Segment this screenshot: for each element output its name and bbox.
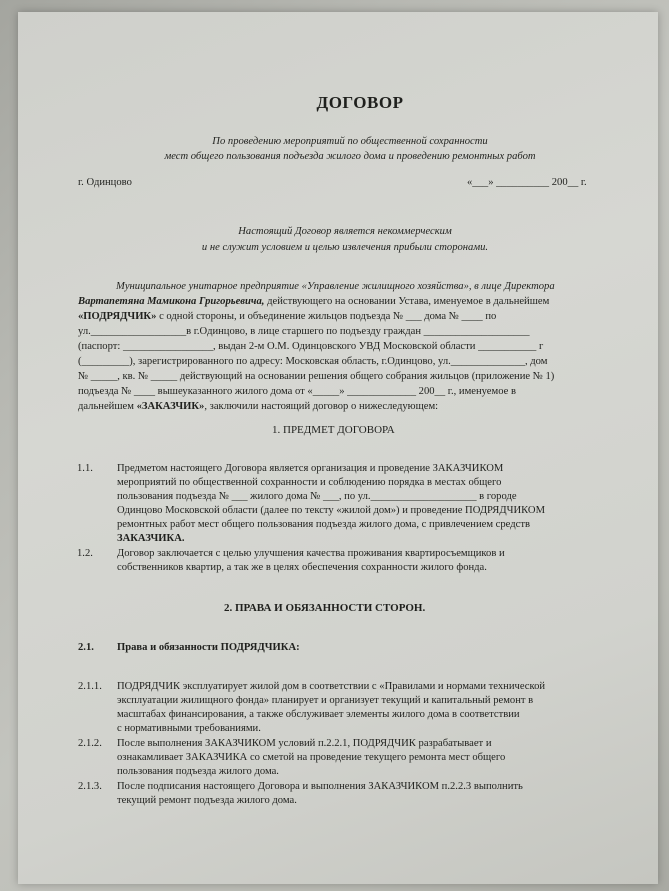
item-1-2-line-1: Договор заключается с целью улучшения качества проживания квартиросъемщиков и: [117, 548, 505, 559]
place: г. Одинцово: [78, 177, 132, 188]
subsection-2-1-number: 2.1.: [78, 642, 94, 653]
customer-label: «ЗАКАЗЧИК»: [136, 401, 205, 412]
item-2-1-1-line-3: масштабах финансирования, а также обслуживает элементы жилого дома в соответствии: [117, 709, 520, 720]
preamble-line-5: (паспорт: _________________, выдан 2-м О.М. Одинцовского УВД Московской области ___________ г: [78, 341, 544, 352]
item-2-1-1-line-1: ПОДРЯДЧИК эксплуатирует жилой дом в соответствии с «Правилами и нормами технической: [117, 681, 546, 692]
item-1-1-line-2: мероприятий по общественной сохранности и соблюдению порядка в местах общего: [117, 477, 502, 488]
contractor-label: «ПОДРЯДЧИК»: [78, 311, 157, 322]
item-2-1-2-number: 2.1.2.: [78, 738, 102, 749]
preamble-line-9: дальнейшем «ЗАКАЗЧИК», заключили настоящий договор о нижеследующем:: [78, 401, 439, 412]
section-1-heading: 1. ПРЕДМЕТ ДОГОВОРА: [272, 424, 395, 436]
preamble-line-7: № _____, кв. № _____ действующий на основании решения общего собрания жильцов (приложение № 1): [78, 371, 555, 382]
item-2-1-3-line-2: текущий ремонт подъезда жилого дома.: [117, 795, 297, 806]
preamble-line-4: ул.__________________в г.Одинцово, в лице старшего по подъезду граждан ____________________: [78, 326, 530, 337]
subtitle-line-1: По проведению мероприятий по общественной сохранности: [212, 136, 488, 147]
item-2-1-2-line-1: После выполнения ЗАКАЗЧИКОМ условий п.2.2.1, ПОДРЯДЧИК разрабатывает и: [117, 738, 492, 749]
item-1-1-line-5: ремонтных работ мест общего пользования подъезда жилого дома, с привлечением средств: [117, 519, 530, 530]
item-2-1-1-line-4: с нормативными требованиями.: [117, 723, 261, 734]
subsection-2-1-title: Права и обязанности ПОДРЯДЧИКА:: [117, 642, 300, 653]
item-2-1-2-line-2: ознакамливает ЗАКАЗЧИКА со сметой на проведение текущего ремонта мест общего: [117, 752, 506, 763]
item-1-1-number: 1.1.: [77, 463, 93, 474]
section-2-heading: 2. ПРАВА И ОБЯЗАННОСТИ СТОРОН.: [224, 602, 426, 614]
preamble-line-6: (_________), зарегистрированного по адресу: Московская область, г.Одинцово, ул.______________, дом: [78, 356, 548, 367]
item-1-1-line-3: пользования подъезда № ___ жилого дома № ___, по ул.____________________ в городе: [117, 491, 517, 502]
item-2-1-1-number: 2.1.1.: [78, 681, 102, 692]
item-1-2-line-2: собственников квартир, а так же в целях обеспечения сохранности жилого фонда.: [117, 562, 487, 573]
item-1-1-line-4: Одинцово Московской области (далее по тексту «жилой дом») и проведение ПОДРЯДЧИКОМ: [117, 505, 545, 516]
preamble-line-3: «ПОДРЯДЧИК» с одной стороны, и объединение жильцов подъезда № ___ дома № ____ по: [78, 311, 497, 322]
note-line-1: Настоящий Договор является некоммерческим: [238, 226, 452, 237]
item-2-1-2-line-3: пользования подъезда жилого дома.: [117, 766, 279, 777]
item-1-1-line-1: Предметом настоящего Договора является организация и проведение ЗАКАЗЧИКОМ: [117, 463, 504, 474]
item-2-1-3-number: 2.1.3.: [78, 781, 102, 792]
subtitle-line-2: мест общего пользования подъезда жилого дома и проведению ремонтных работ: [164, 151, 536, 162]
item-1-1-line-6: ЗАКАЗЧИКА.: [117, 533, 185, 544]
item-2-1-3-line-1: После подписания настоящего Договора и выполнения ЗАКАЗЧИКОМ п.2.2.3 выполнить: [117, 781, 523, 792]
note-line-2: и не служит условием и целью извлечения прибыли сторонами.: [201, 242, 489, 253]
document-title: ДОГОВОР: [316, 93, 404, 112]
date: «___» __________ 200__ г.: [467, 177, 587, 188]
item-2-1-1-line-2: эксплуатации жилищного фонда» планирует и организует текущий и капитальный ремонт в: [117, 695, 534, 706]
preamble-line-1: Муниципальное унитарное предприятие «Управление жилищного хозяйства», в лице Директора: [116, 281, 555, 292]
director-name: Вартапетяна Мамикона Григорьевича,: [78, 296, 265, 307]
item-1-2-number: 1.2.: [77, 548, 93, 559]
preamble-line-2: Вартапетяна Мамикона Григорьевича, действующего на основании Устава, именуемое в дальнейшем: [78, 296, 550, 307]
preamble-line-8: подъезда № ____ вышеуказанного жилого дома от «_____» _____________ 200__ г., именуемое в: [78, 386, 516, 397]
